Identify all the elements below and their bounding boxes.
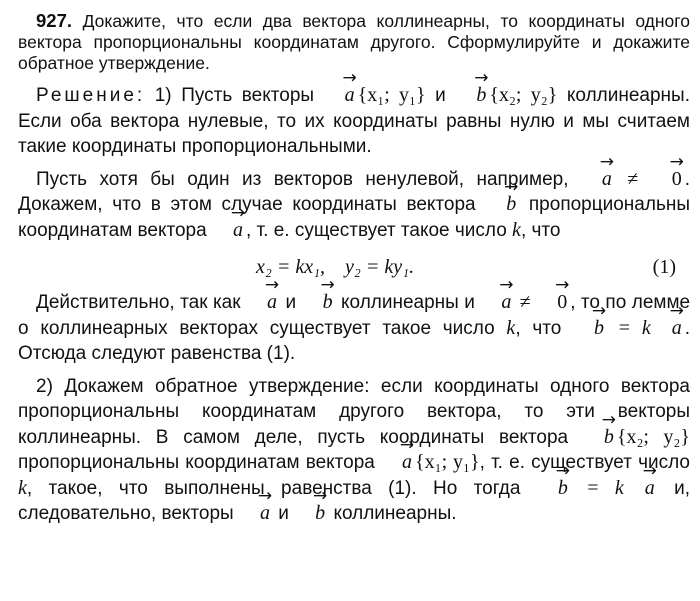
vector-a: a → [624,478,658,498]
coords-b: {x₂; y₂} [616,425,691,448]
solution [18,83,690,527]
vector-a: a → [651,318,685,338]
zero-vector: 0 → [651,169,685,189]
coords-a: {x₁; y₁} [415,451,480,473]
formula-1 [18,250,690,284]
formula-number: (1) [652,256,676,278]
zero-vector: 0 → [536,292,570,312]
vector-b: b → [583,427,617,447]
solution-paragraph-2: Пусть хотя бы один из векторов ненулевой, например, a → ≠ 0 → . Докажем, что в этом случае координаты вектора b → пропорциональны координатам вектора a → , т. е. существует такое число k, что [18,167,690,244]
vector-a: a → [581,169,615,189]
number-k: k [506,316,516,339]
formula-part-y: y₂ = ky₁. [345,256,415,278]
vector-a: a → [480,292,514,312]
coords-b: {x₂; y₂} [489,84,558,106]
vector-b: b → [573,318,607,338]
solution-paragraph-1: Решение: 1) Пусть векторы a → {x₁; y₁} и b → {x₂; y₂} коллинеарны. Если оба вектора нулевые, то их координаты равны нулю и мы считаем такие координаты пропорциональными. [18,83,690,160]
solution-label: Решение: [36,85,146,106]
formula-part-x: x₂ = kx₁, [256,256,326,278]
vector-a: a → [212,220,246,240]
number-k: k [512,218,521,241]
coords-a: {x₁; y₁} [357,84,426,106]
vector-b: b → [455,85,489,105]
vector-a: a → [246,292,280,312]
problem-statement [18,10,690,74]
vector-a: a → [239,503,273,523]
vector-b: b → [537,478,571,498]
vector-a: a → [324,85,358,105]
problem-text: Докажите, что если два вектора коллинеарны, то координаты одного вектора пропорциональны координатам другого. Сформулируйте и докажите обратное утверждение. [18,11,690,73]
solution-paragraph-4: 2) Докажем обратное утверждение: если координаты одного вектора пропорциональны координатам другого вектора, то эти векторы коллинеарны. В самом деле, пусть координаты вектора b → {x₂; y₂} пропорциональны координатам вектора a → {x₁; y₁}, т. е. существует число k, такое, что выполнены равенства (1). Но тогда b → = k a → и, следовательно, векторы a → и b → коллинеарны. [18,374,690,527]
vector-a: a → [381,452,415,472]
vector-b: b → [485,194,519,214]
solution-paragraph-3: Действительно, так как a → и b → коллинеарны и a → ≠ 0 → , то по лемме о коллинеарных векторах существует такое число k, что b → = k a → . Отсюда следуют равенства (1). [18,290,690,367]
problem-number: 927. [36,10,73,31]
vector-b: b → [302,292,336,312]
number-k: k [18,476,27,499]
vector-b: b → [294,503,328,523]
